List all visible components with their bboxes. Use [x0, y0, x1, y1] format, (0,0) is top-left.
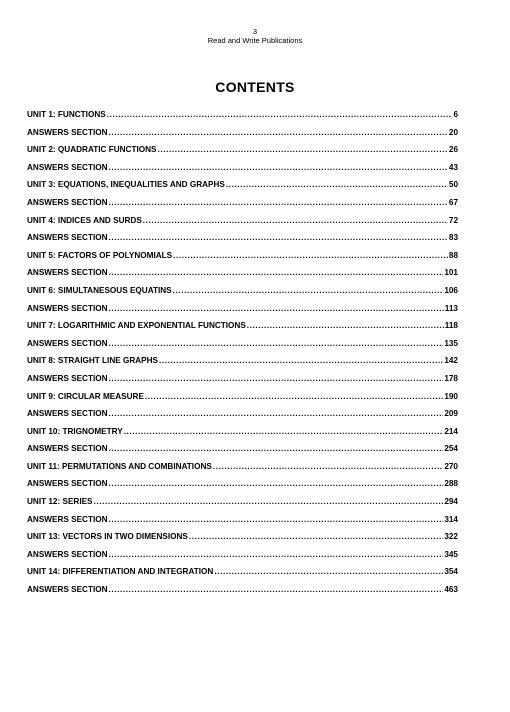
dot-leader [109, 335, 444, 353]
dot-leader [143, 212, 448, 230]
dot-leader [109, 159, 448, 177]
toc-entry-label: ANSWERS SECTION [27, 162, 108, 172]
dot-leader [109, 440, 444, 458]
toc-entry-page: 106 [444, 285, 458, 295]
toc-entry-label: ANSWERS SECTION [27, 409, 108, 419]
toc-entry-page: 354 [444, 567, 458, 577]
toc-entry [27, 528, 458, 546]
toc-entry-label: ANSWERS SECTION [27, 197, 108, 207]
toc-entry-page: 254 [444, 444, 458, 454]
toc-entry [27, 458, 458, 476]
page-title: CONTENTS [215, 79, 295, 95]
dot-leader [226, 176, 448, 194]
toc-entry [27, 511, 458, 529]
toc-entry [27, 229, 458, 247]
toc-entry [27, 388, 458, 406]
toc-entry-label: ANSWERS SECTION [27, 549, 108, 559]
toc-entry-page: 113 [444, 303, 458, 313]
dot-leader [109, 194, 448, 212]
toc-entry-label: UNIT 8: STRAIGHT LINE GRAPHS [27, 356, 159, 366]
toc-entry-page: 118 [444, 321, 458, 331]
dot-leader [109, 546, 444, 564]
page-header [0, 27, 510, 45]
toc-entry-page: 463 [444, 585, 458, 595]
dot-leader [109, 405, 444, 423]
toc-entry-page: 72 [448, 215, 458, 225]
toc-entry-page: 6 [453, 110, 458, 119]
toc-entry [27, 475, 458, 493]
toc-entry [27, 141, 458, 159]
toc-entry-label: UNIT 1: FUNCTIONS [27, 110, 106, 119]
toc-entry [27, 194, 458, 212]
toc-entry [27, 335, 458, 353]
toc-entry-page: 43 [448, 162, 458, 172]
dot-leader [109, 229, 448, 247]
toc-entry-label: ANSWERS SECTION [27, 338, 108, 348]
toc-entry-page: 322 [444, 532, 458, 542]
dot-leader [109, 475, 444, 493]
publisher-name: Read and Write Publications [207, 36, 303, 45]
dot-leader [189, 528, 443, 546]
dot-leader [109, 511, 444, 529]
toc-entry-page: 270 [444, 461, 458, 471]
toc-entry [27, 317, 458, 335]
toc-entry-label: ANSWERS SECTION [27, 373, 108, 383]
page-number: 3 [252, 27, 258, 36]
toc-entry [27, 352, 458, 370]
toc-entry-label: ANSWERS SECTION [27, 233, 108, 243]
toc-entry [27, 563, 458, 581]
toc-entry [27, 212, 458, 230]
toc-entry-page: 209 [444, 409, 458, 419]
toc-entry-label: UNIT 4: INDICES AND SURDS [27, 215, 142, 225]
dot-leader [94, 493, 444, 511]
toc-entry-page: 288 [444, 479, 458, 489]
toc-entry [27, 440, 458, 458]
toc-entry-page: 190 [444, 391, 458, 401]
toc-entry-label: ANSWERS SECTION [27, 585, 108, 595]
toc-entry [27, 581, 458, 599]
dot-leader [109, 370, 444, 388]
toc-entry [27, 247, 458, 265]
dot-leader [173, 247, 448, 265]
toc-entry [27, 300, 458, 318]
toc-entry-label: ANSWERS SECTION [27, 479, 108, 489]
dot-leader [107, 106, 453, 124]
toc-entry-page: 178 [444, 373, 458, 383]
toc-entry-page: 294 [444, 497, 458, 507]
toc-entry-label: UNIT 14: DIFFERENTIATION AND INTEGRATION [27, 567, 214, 577]
toc-entry-page: 83 [448, 233, 458, 243]
toc-entry-label: ANSWERS SECTION [27, 303, 108, 313]
toc-entry [27, 546, 458, 564]
dot-leader [157, 141, 447, 159]
dot-leader [214, 563, 443, 581]
toc-entry-page: 26 [448, 145, 458, 155]
toc-entry [27, 106, 458, 124]
toc-entry-page: 135 [444, 338, 458, 348]
toc-entry [27, 405, 458, 423]
toc-entry-label: UNIT 12: SERIES [27, 497, 93, 507]
toc-entry-label: UNIT 13: VECTORS IN TWO DIMENSIONS [27, 532, 188, 542]
toc-entry [27, 370, 458, 388]
toc-entry-label: UNIT 6: SIMULTANESOUS EQUATINS [27, 285, 172, 295]
dot-leader [109, 264, 444, 282]
dot-leader [145, 388, 443, 406]
dot-leader [109, 300, 444, 318]
toc-entry-page: 142 [444, 356, 458, 366]
toc-entry [27, 176, 458, 194]
toc-entry-page: 214 [444, 426, 458, 436]
toc-entry-label: UNIT 11: PERMUTATIONS AND COMBINATIONS [27, 461, 212, 471]
dot-leader [247, 317, 444, 335]
toc-entry-label: UNIT 10: TRIGNOMETRY [27, 426, 123, 436]
toc-entry-page: 101 [444, 268, 458, 278]
toc-entry-label: ANSWERS SECTION [27, 444, 108, 454]
toc-entry [27, 493, 458, 511]
toc-entry-label: UNIT 2: QUADRATIC FUNCTIONS [27, 145, 157, 155]
table-of-contents [27, 106, 458, 599]
toc-entry-label: ANSWERS SECTION [27, 268, 108, 278]
toc-entry-page: 314 [444, 514, 458, 524]
toc-entry-label: UNIT 9: CIRCULAR MEASURE [27, 391, 144, 401]
toc-entry-page: 20 [448, 127, 458, 137]
toc-entry-label: ANSWERS SECTION [27, 127, 108, 137]
toc-entry-label: UNIT 7: LOGARITHMIC AND EXPONENTIAL FUNCTIONS [27, 321, 246, 331]
toc-entry-label: ANSWERS SECTION [27, 514, 108, 524]
toc-entry [27, 124, 458, 142]
toc-entry-page: 345 [444, 549, 458, 559]
toc-entry-page: 50 [448, 180, 458, 190]
dot-leader [213, 458, 444, 476]
toc-entry [27, 264, 458, 282]
toc-entry-page: 67 [448, 197, 458, 207]
toc-entry-label: UNIT 5: FACTORS OF POLYNOMIALS [27, 250, 173, 260]
dot-leader [109, 124, 448, 142]
toc-entry [27, 282, 458, 300]
toc-entry [27, 159, 458, 177]
dot-leader [109, 581, 444, 599]
dot-leader [173, 282, 444, 300]
toc-entry-label: UNIT 3: EQUATIONS, INEQUALITIES AND GRAPHS [27, 180, 225, 190]
toc-entry [27, 423, 458, 441]
dot-leader [124, 423, 444, 441]
toc-entry-page: 88 [448, 250, 458, 260]
dot-leader [159, 352, 443, 370]
